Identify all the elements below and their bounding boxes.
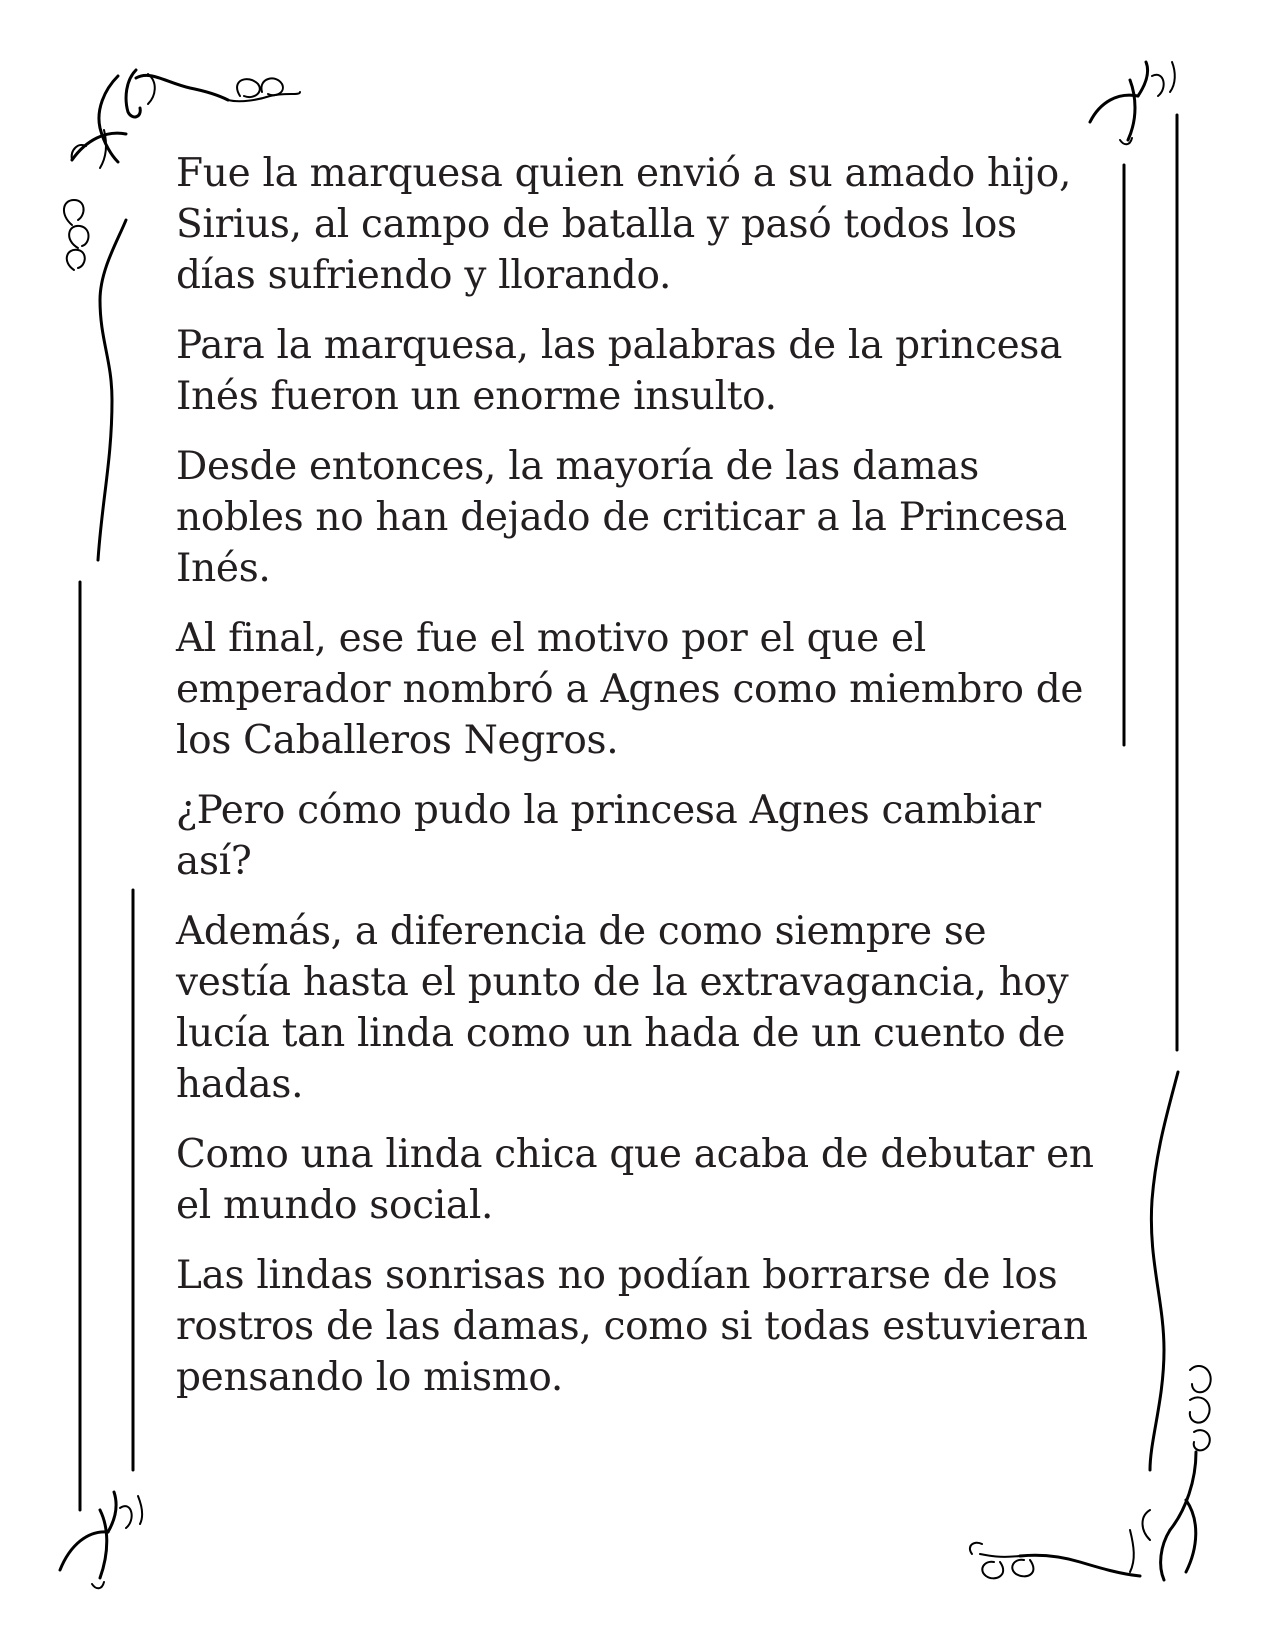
paragraph-3: Desde entonces, la mayoría de las damas nobles no han dejado de criticar a la Princesa Inés. — [176, 444, 1067, 591]
paragraph-1: Fue la marquesa quien envió a su amado hijo, Sirius, al campo de batalla y pasó todos los días sufriendo y llorando. — [176, 151, 1072, 298]
story-text — [176, 148, 1106, 1422]
paragraph-8: Las lindas sonrisas no podían borrarse de los rostros de las damas, como si todas estuvieran pensando lo mismo. — [176, 1253, 1088, 1400]
paragraph-6: Además, a diferencia de como siempre se vestía hasta el punto de la extravagancia, hoy lucía tan linda como un hada de un cuento de hadas. — [176, 909, 1069, 1107]
paragraph-7: Como una linda chica que acaba de debutar en el mundo social. — [176, 1132, 1094, 1228]
right-sweep — [1150, 1072, 1178, 1470]
paragraph-5: ¿Pero cómo pudo la princesa Agnes cambiar así? — [176, 788, 1041, 884]
paragraph-2: Para la marquesa, las palabras de la princesa Inés fueron un enorme insulto. — [176, 323, 1063, 419]
paragraph-4: Al final, ese fue el motivo por el que el emperador nombró a Agnes como miembro de los Caballeros Negros. — [176, 616, 1084, 763]
top-right-flourish — [1090, 62, 1175, 144]
bottom-left-flourish — [60, 1492, 142, 1588]
